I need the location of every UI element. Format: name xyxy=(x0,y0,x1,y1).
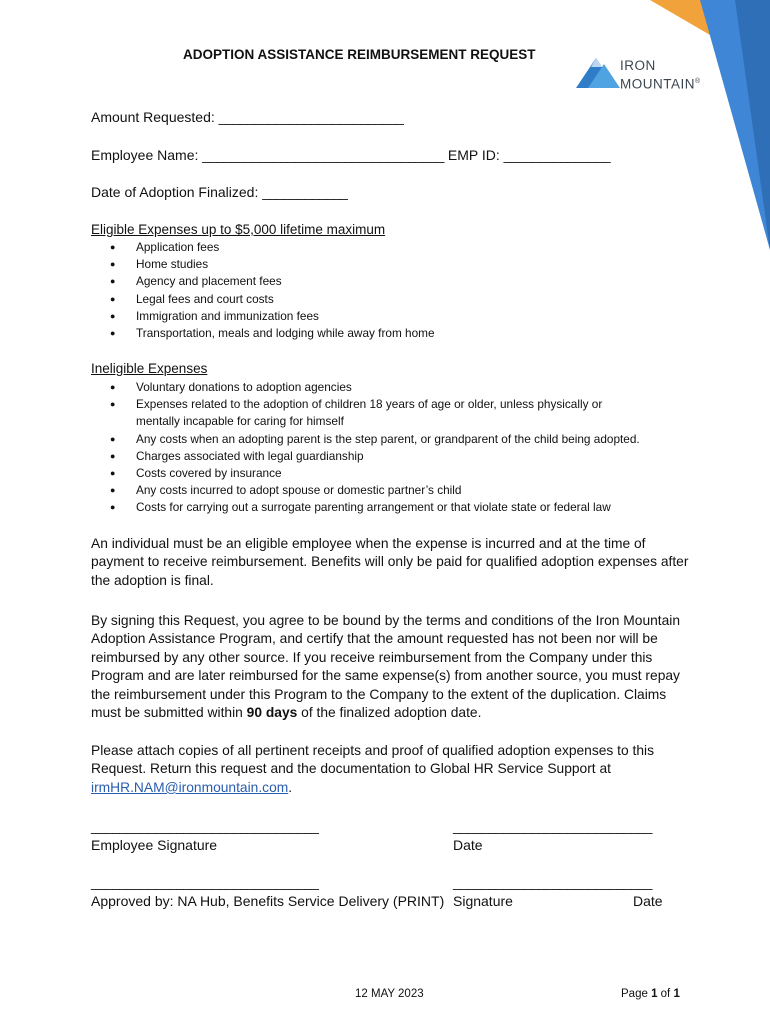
corner-decoration xyxy=(610,0,770,260)
approver-print-line[interactable]: ________________________________ xyxy=(91,875,319,890)
list-item: ● Expenses related to the adoption of children 18 years of age or older, unless physically or mentally incapable for caring for himself xyxy=(110,396,641,430)
employee-name-blank-line[interactable]: __________________________________ xyxy=(202,148,444,163)
page-title: ADOPTION ASSISTANCE REIMBURSEMENT REQUEST xyxy=(183,47,536,62)
employee-name-field[interactable] xyxy=(91,147,610,163)
approver-signature-line[interactable]: ____________________________ xyxy=(453,875,653,890)
eligible-expenses-heading: Eligible Expenses up to $5,000 lifetime maximum xyxy=(91,222,386,237)
list-item: ● Costs covered by insurance xyxy=(110,465,696,482)
terms-paragraph xyxy=(91,612,691,722)
approver-signature-label: Signature xyxy=(453,893,513,909)
logo-line-1: IRON xyxy=(620,58,656,73)
adoption-date-field[interactable] xyxy=(91,184,348,200)
list-item: ● Charges associated with legal guardianship xyxy=(110,448,696,465)
employee-signature-line[interactable]: ________________________________ xyxy=(91,819,319,834)
footer-date: 12 MAY 2023 xyxy=(355,988,424,1000)
eligible-expenses-list xyxy=(110,239,696,342)
employee-name-label: Employee Name: xyxy=(91,147,199,163)
terms-deadline: 90 days xyxy=(246,705,298,721)
page-number xyxy=(621,988,680,1000)
list-item: ● Home studies xyxy=(110,256,696,273)
adoption-date-blank-line[interactable]: ____________ xyxy=(262,185,348,200)
terms-text-end: of the finalized adoption date. xyxy=(297,705,482,721)
amount-blank-line[interactable]: __________________________ xyxy=(218,110,404,125)
employee-signature-label: Employee Signature xyxy=(91,837,218,853)
attachment-text: Please attach copies of all pertinent receipts and proof of qualified adoption expenses to this Request. Return this request and the documentation to Global HR Service Support at xyxy=(91,743,654,777)
ineligible-expenses-list xyxy=(110,379,696,517)
employee-date-label: Date xyxy=(453,837,483,853)
terms-text: By signing this Request, you agree to be bound by the terms and conditions of the Iron Mountain Adoption Assistance Program, and certify that the amount requested has not been nor will be reimbursed by any other source. If you receive reimbursement from the Company under this Program and are later reimbursed for the same expense(s) from another source, you must repay the reimbursement under this Program to the Company to the extent of the duplication. Claims must be submitted within xyxy=(91,613,681,721)
emp-id-label: EMP ID: xyxy=(447,147,500,163)
page-of: of xyxy=(657,988,674,1000)
approver-date-label: Date xyxy=(633,893,663,909)
ineligible-expenses-heading: Ineligible Expenses xyxy=(91,361,208,376)
page-prefix: Page xyxy=(621,988,652,1000)
amount-requested-field[interactable] xyxy=(91,109,403,125)
list-item: ● Any costs incurred to adopt spouse or domestic partner’s child xyxy=(110,482,696,499)
list-item: ● Agency and placement fees xyxy=(110,273,696,290)
list-item: ● Voluntary donations to adoption agencies xyxy=(110,379,696,396)
logo-line-2: MOUNTAIN xyxy=(620,76,695,92)
list-item: ● Application fees xyxy=(110,239,696,256)
eligibility-paragraph: An individual must be an eligible employee when the expense is incurred and at the time of payment to receive reimbursement. Benefits will only be paid for qualified adoption expenses after the adoption is final. xyxy=(91,536,689,588)
attachment-text-end: . xyxy=(288,779,293,795)
page-current: 1 xyxy=(651,988,658,1000)
adoption-date-label: Date of Adoption Finalized: xyxy=(91,184,259,200)
logo-wordmark xyxy=(620,58,701,93)
list-item: ● Legal fees and court costs xyxy=(110,291,696,308)
employee-date-line[interactable]: ____________________________ xyxy=(453,819,653,834)
list-item: ● Immigration and immunization fees xyxy=(110,308,696,325)
page-total: 1 xyxy=(673,988,680,1000)
list-item: ● Costs for carrying out a surrogate parenting arrangement or that violate state or federal law xyxy=(110,499,696,516)
amount-label: Amount Requested: xyxy=(91,109,215,125)
logo-registered-mark: ® xyxy=(695,78,701,85)
attachment-paragraph xyxy=(91,742,691,797)
list-item: ● Transportation, meals and lodging while away from home xyxy=(110,325,696,342)
approved-by-label: Approved by: NA Hub, Benefits Service Delivery (PRINT) xyxy=(91,893,445,909)
list-item: ● Any costs when an adopting parent is the step parent, or grandparent of the child being adopted. xyxy=(110,431,696,448)
hr-email-link[interactable]: irmHR.NAM@ironmountain.com xyxy=(91,779,289,795)
emp-id-blank-line[interactable]: _______________ xyxy=(503,148,611,163)
